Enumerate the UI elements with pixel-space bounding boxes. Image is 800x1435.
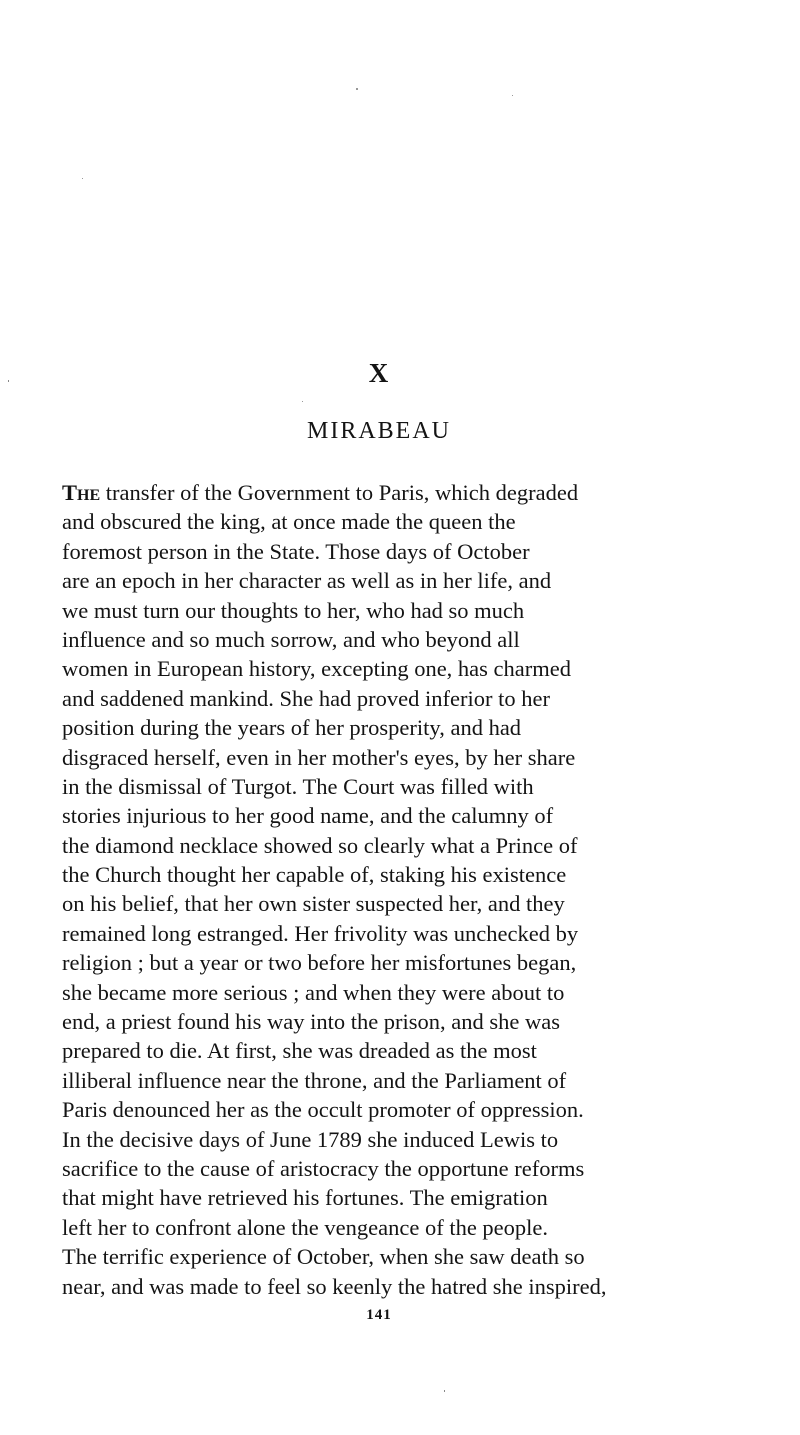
paper-speck <box>356 88 358 90</box>
body-line: disgraced herself, even in her mother's eyes, by her share <box>62 744 576 770</box>
body-line: and saddened mankind. She had proved inferior to her <box>62 685 550 711</box>
body-line: Paris denounced her as the occult promoter of oppression. <box>62 1097 584 1123</box>
chapter-number: X <box>368 358 390 388</box>
body-line: stories injurious to her good name, and the calumny of <box>62 803 554 829</box>
body-line: the Church thought her capable of, staking his existence <box>62 862 567 888</box>
paper-speck <box>302 401 303 402</box>
body-line: we must turn our thoughts to her, who had so much <box>62 597 525 623</box>
body-line: influence and so much sorrow, and who beyond all <box>62 626 520 652</box>
opening-word: The <box>62 480 101 505</box>
chapter-title: MIRABEAU <box>306 418 451 444</box>
body-line: she became more serious ; and when they were about to <box>62 979 565 1005</box>
body-line: women in European history, excepting one, has charmed <box>62 656 572 682</box>
body-line: position during the years of her prosperity, and had <box>62 715 522 741</box>
body-line: foremost person in the State. Those days of October <box>62 538 530 564</box>
body-line: in the dismissal of Turgot. The Court was filled with <box>62 773 534 799</box>
paper-speck <box>82 178 83 179</box>
body-line: left her to confront alone the vengeance of the people. <box>62 1214 549 1240</box>
body-line: prepared to die. At first, she was dreaded as the most <box>62 1038 537 1064</box>
body-line: sacrifice to the cause of aristocracy the opportune reforms <box>62 1155 585 1181</box>
body-line: illiberal influence near the throne, and the Parliament of <box>62 1067 567 1093</box>
body-line: and obscured the king, at once made the queen the <box>62 509 516 535</box>
first-line-rest: transfer of the Government to Paris, which degraded <box>100 480 579 505</box>
body-line: are an epoch in her character as well as in her life, and <box>62 568 552 594</box>
body-line: religion ; but a year or two before her misfortunes began, <box>62 950 577 976</box>
body-line: that might have retrieved his fortunes. The emigration <box>62 1185 548 1211</box>
body-text <box>62 478 700 1301</box>
body-line <box>62 478 700 507</box>
body-line: remained long estranged. Her frivolity was unchecked by <box>62 920 579 946</box>
body-line: In the decisive days of June 1789 she induced Lewis to <box>62 1126 559 1152</box>
body-line: the diamond necklace showed so clearly what a Prince of <box>62 832 578 858</box>
paper-speck <box>444 1390 445 1392</box>
body-line: The terrific experience of October, when she saw death so <box>62 1244 585 1270</box>
paper-speck <box>512 95 513 96</box>
body-line: near, and was made to feel so keenly the hatred she inspired, <box>62 1273 607 1299</box>
page-number: 141 <box>366 1307 392 1323</box>
body-line: end, a priest found his way into the prison, and she was <box>62 1009 561 1035</box>
body-line: on his belief, that her own sister suspected her, and they <box>62 891 565 917</box>
